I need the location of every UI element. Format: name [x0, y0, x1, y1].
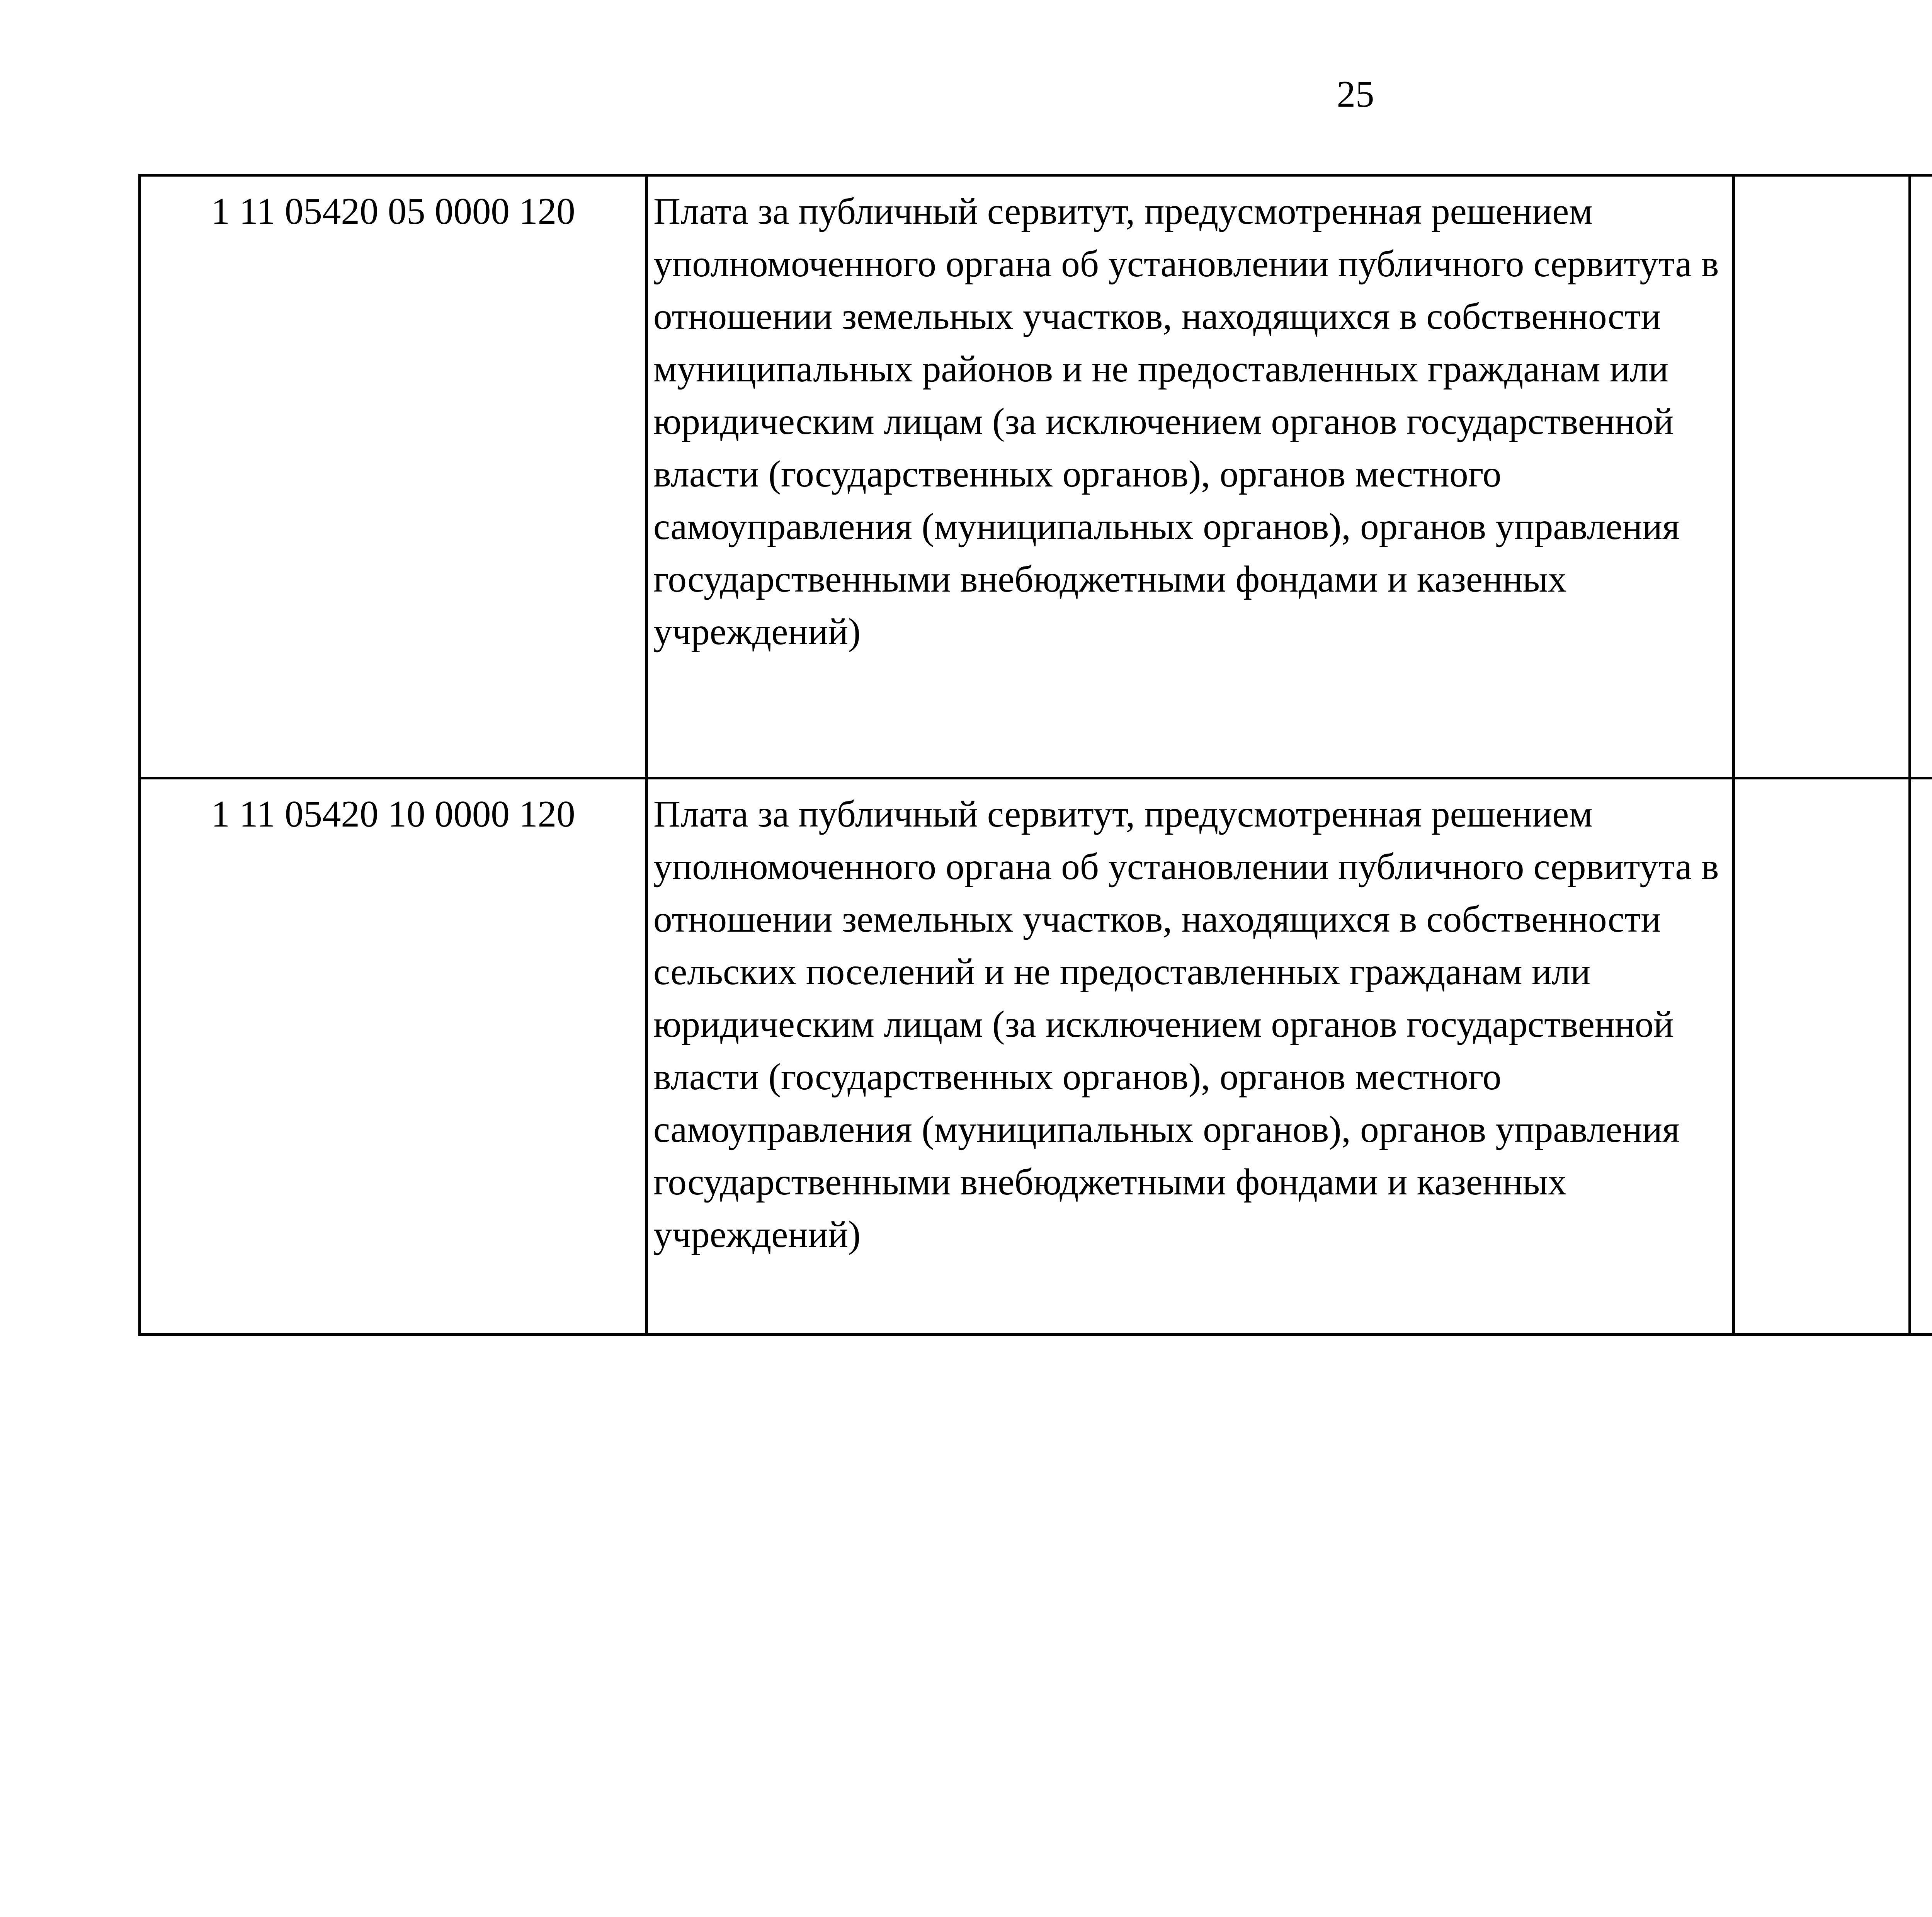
revenue-description-cell: Плата за публичный сервитут, предусмотренная решением уполномоченного органа об установлении публичного сервитута в отношении земельных участков, находящихся в собственности сельских поселений и не предоставленных гражданам или юридическим лицам (за исключением органов государственной власти (государственных органов), органов местного самоуправления (муниципальных органов), органов управления государственными внебюджетными фондами и казенных учреждений)	[647, 778, 1734, 1335]
value-cell	[1910, 778, 1932, 1335]
value-cell	[1734, 175, 1910, 778]
table-row	[140, 778, 1932, 1335]
value-cell	[1734, 778, 1910, 1335]
budget-code-cell: 1 11 05420 10 0000 120	[140, 778, 647, 1335]
value-cell	[1910, 175, 1932, 778]
budget-code-cell: 1 11 05420 05 0000 120	[140, 175, 647, 778]
revenue-description-cell: Плата за публичный сервитут, предусмотренная решением уполномоченного органа об установлении публичного сервитута в отношении земельных участков, находящихся в собственности муниципальных районов и не предоставленных гражданам или юридическим лицам (за исключением органов государственной власти (государственных органов), органов местного самоуправления (муниципальных органов), органов управления государственными внебюджетными фондами и казенных учреждений)	[647, 175, 1734, 778]
revenue-distribution-table	[138, 174, 1932, 1336]
table-row	[140, 175, 1932, 778]
page-number: 25	[1337, 73, 1374, 115]
